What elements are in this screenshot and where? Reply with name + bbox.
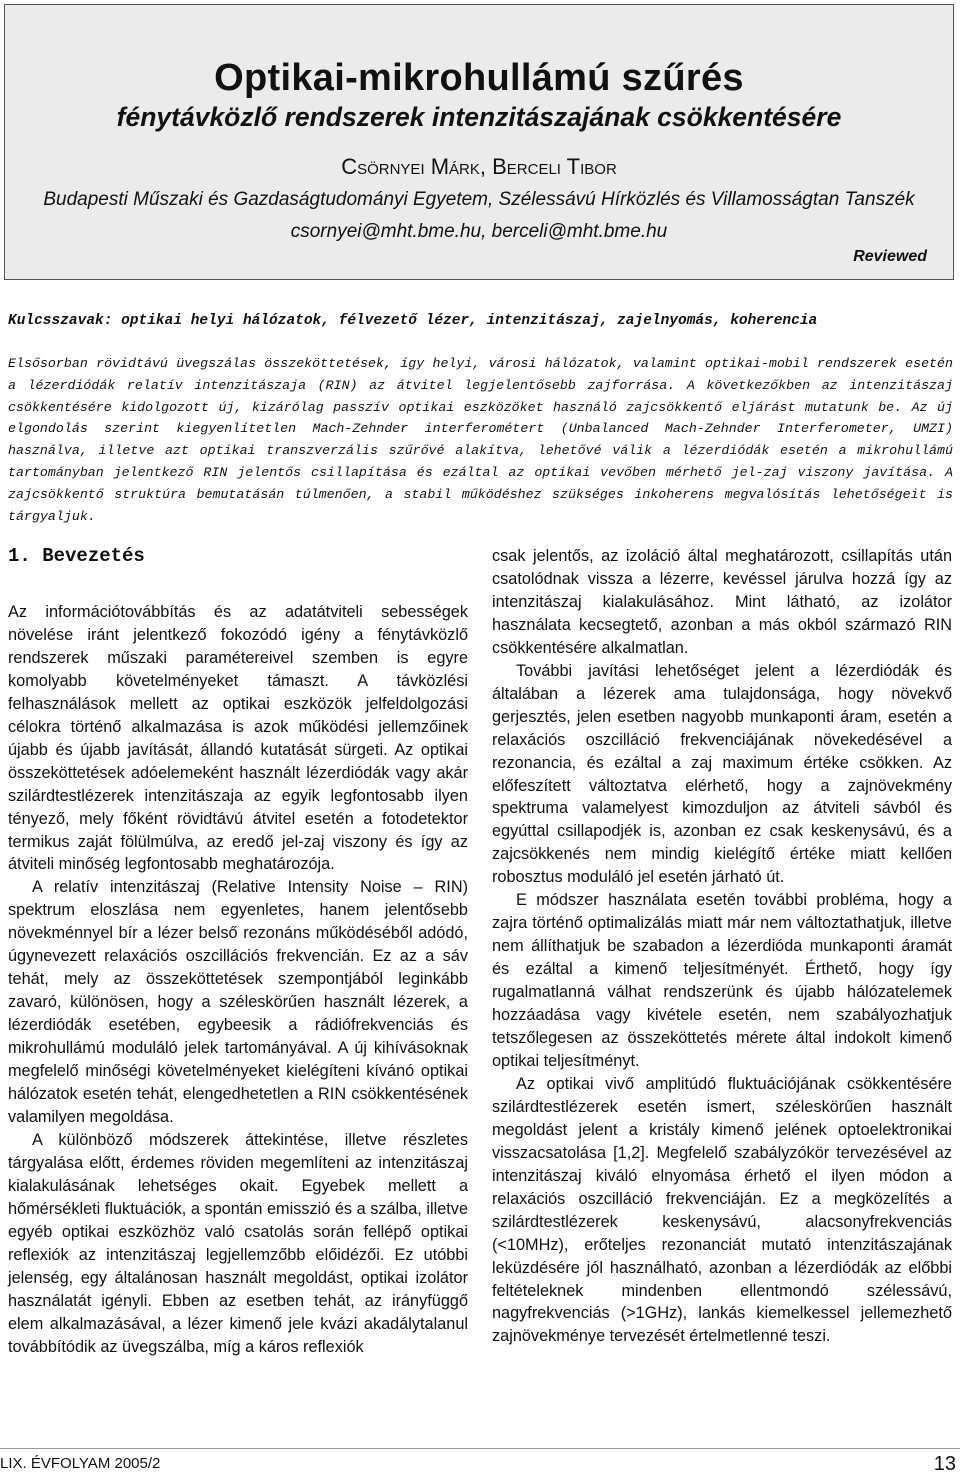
author-emails: csornyei@mht.bme.hu, berceli@mht.bme.hu: [290, 221, 668, 242]
left-column: [8, 545, 468, 1358]
section-heading: 1. Bevezetés: [8, 545, 145, 567]
reviewed-label: Reviewed: [853, 248, 927, 265]
keywords: Kulcsszavak: optikai helyi hálózatok, félvezető lézer, intenzitászaj, zajelnyomás, koherencia: [8, 313, 818, 329]
authors: Csörnyei Márk, Berceli Tibor: [341, 154, 617, 179]
page-number: 13: [933, 1453, 956, 1475]
abstract: Elsősorban rövidtávú üvegszálas összeköttetések, így helyi, városi hálózatok, valamint optikai-mobil rendszerek esetén a lézerdiódák relatív intenzitászaja (RIN) az átvitel legjelentősebb zajforrása. A következőkben az intenzitászaj csökkentésére kidolgozott új, kizárólag passzív optikai eszközöket használó zajcsökkentő eljárást mutatunk be. Az új elgondolás szerint kiegyenlítetlen Mach-Zehnder interferométert (Unbalanced Mach-Zehnder Interferometer, UMZI) használva, illetve azt optikai transzverzális szűrővé alakítva, lehetővé válik a lézerdiódák esetén a mikrohullámú tartományban jelentkező RIN jelentős csillapítása és ezáltal az optikai vevőben mérhető jel-zaj viszony javítása. A zajcsökkentő struktúra bemutatásán túlmenően, a stabil működéshez szükséges inkoherens megvalósítás lehetőségeit is tárgyaljuk.: [8, 356, 953, 524]
affiliation: Budapesti Műszaki és Gazdaságtudományi Egyetem, Szélessávú Hírközlés és Villamosságtan Tanszék: [43, 189, 915, 210]
title-block: [4, 4, 954, 280]
paper-title: Optikai-mikrohullámú szűrés: [214, 57, 744, 99]
right-column: [492, 545, 952, 1348]
paragraph: E módszer használata esetén további probléma, hogy a zajra történő optimalizálás miatt már nem változtathatjuk, illetve nem állíthatjuk be szabadon a lézerdióda munkaponti áramát és ezáltal a kimenő teljesítményét. Érthető, hogy így rugalmatlanná válhat rendszerünk és újabb hálózatelemek hozzáadása vagy kivétele esetén, nem szabályozhatjuk tetszőlegesen az összeköttetés mérete által indokolt kimenő optikai teljesítményt.: [492, 891, 952, 1070]
paragraph: További javítási lehetőséget jelent a lézerdiódák és általában a lézerek ama tulajdonsága, hogy növekvő gerjesztés, jelen esetben nagyobb munkaponti áram, esetén a relaxációs oszcilláció frekvenciájának növekedésével a rezonancia, és ezáltal a zaj maximum értéke csökken. Az előfeszített változtatva elérhető, hogy a zajnövekmény spektruma valamelyest kimozduljon az átviteli sávból és egyúttal csillapodjék is, azonban ez csak keskenysávú, és a zajcsökkenés nem mindig kielégítő értéke miatt kellően robosztus moduláló jel esetén járható út.: [492, 661, 952, 887]
footer-divider: [0, 1448, 960, 1449]
paragraph: Az információtovábbítás és az adatátviteli sebességek növelése iránt jelentkező fokozódó igény a fénytávközlő rendszerek műszaki paramétereivel szemben is egyre komolyabb követelményeket támaszt. A távközlési felhasználások mellett az optikai eszközök jelfeldolgozási célokra történő alkalmazása is azok működési jellemzőinek újabb és újabb javítását, állandó kutatását sürgeti. Az optikai összeköttetések adóelemeként használt lézerdiódák vagy akár szilárdtestlézerek intenzitászaja az egyik legfontosabb ilyen tényező, mely főként rövidtávú átvitel esetén a fotodetektor termikus zaját fölülmúlva, az eredő jel-zaj viszony és így az átviteli minőség legfontosabb meghatározója.: [8, 603, 468, 874]
paragraph: csak jelentős, az izoláció által meghatározott, csillapítás után csatolódnak vissza a lézerre, kevéssel járulva hozzá így az intenzitászaj kialakulásához. Mint látható, az izolátor használata kecsegtető, azonban a más okból származó RIN csökkentésére alkalmatlan.: [492, 547, 952, 657]
journal-issue: LIX. ÉVFOLYAM 2005/2: [0, 1455, 161, 1472]
paragraph: A különböző módszerek áttekintése, illetve részletes tárgyalása előtt, érdemes röviden megemlíteni az intenzitászaj kialakulásának lehetséges okait. Egyebek mellett a hőmérsékleti fluktuációk, a spontán emisszió és a szálba, illetve egyéb optikai eszközhöz való csatolás során fellépő optikai reflexiók az intenzitászaj legjellemzőbb előidézői. Ez utóbbi jelenség, egy általánosan használt megoldást, optikai izolátor használatát igényli. Ebben az esetben tehát, az irányfüggő elem alkalmazásával, a lézer kimenő jele kvázi akadálytalanul továbbítódik az üvegszálba, míg a káros reflexiók: [8, 1130, 468, 1356]
paper-subtitle: fénytávközlő rendszerek intenzitászajának csökkentésére: [116, 102, 842, 132]
paragraph: A relatív intenzitászaj (Relative Intensity Noise – RIN) spektrum eloszlása nem egyenletes, hanem jelentősebb növekménnyel bír a lézer belső rezonáns működéséből adódó, úgynevezett relaxációs oszcillációs frekvencián. Ez az a sáv tehát, mely az összeköttetések szempontjából leginkább zavaró, különösen, hogy a széleskörűen használt lézerek, a lézerdiódák esetében, egybeesik a rádiófrekvenciás és mikrohullámú moduláló jelek tartományával. A új kihívásoknak megfelelő minőségi követelményeket kielégíteni kívánó optikai hálózatok esetén tehát, elengedhetetlen a RIN csökkentésének valamilyen megoldása.: [8, 878, 468, 1126]
paragraph: Az optikai vivő amplitúdó fluktuációjának csökkentésére szilárdtestlézerek esetén ismert, széleskörűen használt megoldást jelent a kristály kimenő jelének optoelektronikai visszacsatolása [1,2]. Megfelelő szabályzókör tervezésével az intenzitászaj kiváló elnyomása érhető el ilyen módon a relaxációs oszcilláció frekvenciáján. Ez a megközelítés a szilárdtestlézerek keskenysávú, alacsonyfrekvenciás (<10MHz), erőteljes rezonanciát mutató intenzitászajának leküzdésére jól használható, azonban a lézerdiódák az előbbi feltételeknek mindenben ellentmondó szélessávú, nagyfrekvenciás (>1GHz), lankás kiemelkessel jellemezhető zajnövekménye tervezését értelmetlenné teszi.: [492, 1074, 952, 1346]
